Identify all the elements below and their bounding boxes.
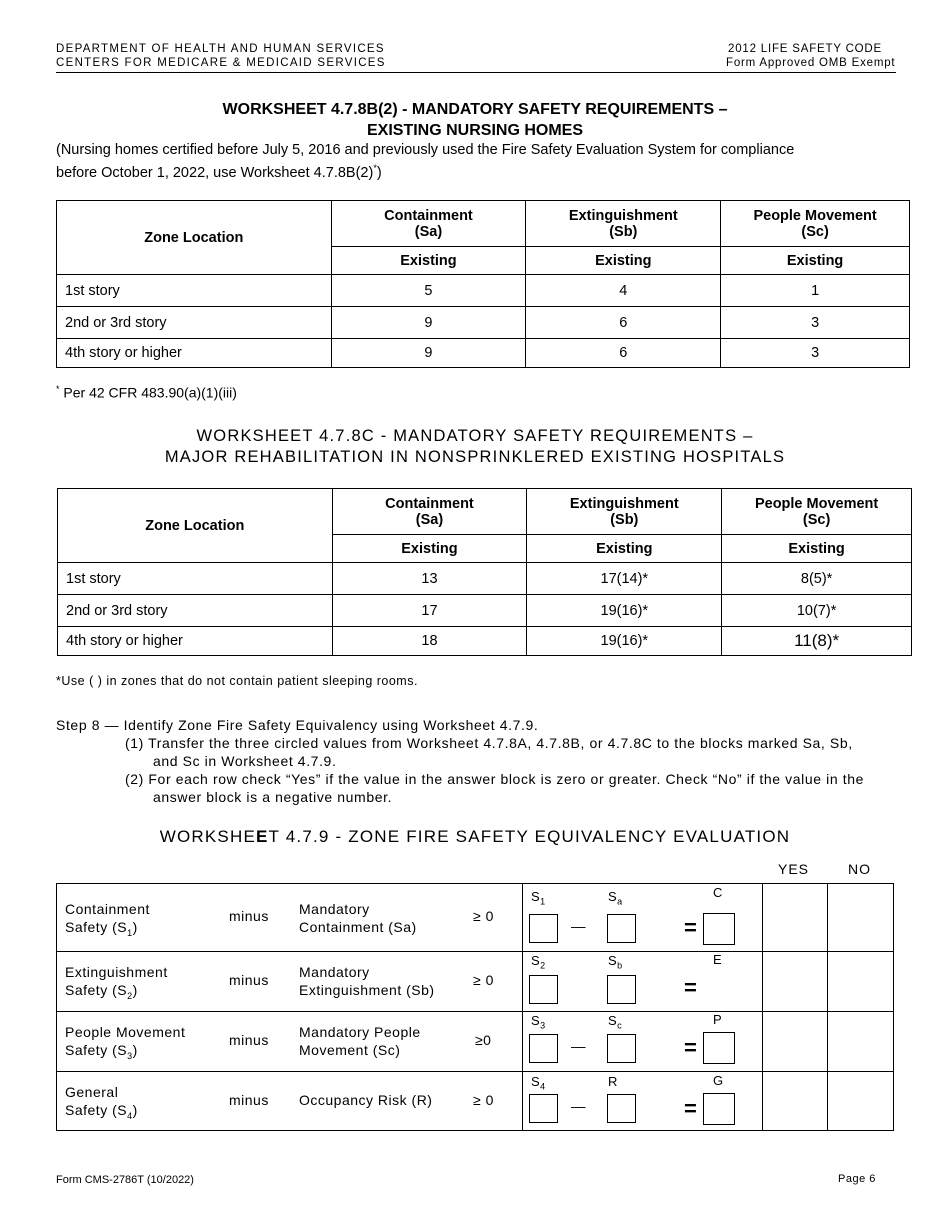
box2-label [608, 1013, 622, 1031]
box1-label [531, 1013, 546, 1031]
zone-cell: 1st story [57, 275, 332, 307]
step8-item2-line1: (2) For each row check “Yes” if the value in the answer block is zero or greater. Check “No” if the value in the [125, 771, 864, 787]
sa-cell: 13 [332, 563, 527, 595]
eq-cmp: ≥0 [475, 1032, 492, 1048]
eq-name-sub: 1 [127, 927, 133, 938]
box2-letter: S [608, 953, 618, 968]
sa-cell: 5 [331, 275, 526, 307]
ws1-existing-sc: Existing [721, 247, 910, 275]
box1-label [531, 1074, 546, 1092]
eq-calc-cell [523, 884, 763, 952]
ws3-title-c: T 4.7.9 - ZONE FIRE SAFETY EQUIVALENCY EVALUATION [268, 827, 791, 846]
eq-req [299, 1023, 421, 1059]
box1-letter: S [531, 1074, 541, 1089]
box2-sub: a [617, 896, 623, 907]
box2-letter: S [608, 889, 618, 904]
eq-name [65, 900, 150, 942]
ws1-note-text: before October 1, 2022, use Worksheet 4.7.8B(2) [56, 164, 374, 181]
eq-req-line2: Movement (Sc) [299, 1042, 401, 1058]
result-box[interactable] [703, 1032, 735, 1064]
box2-letter: S [608, 1013, 618, 1028]
box2-sub: c [617, 1020, 623, 1031]
zone-cell: 4th story or higher [58, 627, 333, 656]
result-label: G [713, 1073, 724, 1088]
eq-name-line2: Safety $(S_2)$ [65, 982, 138, 1001]
table-row [58, 563, 912, 595]
ws1-col-sb-label: Extinguishment [568, 207, 678, 224]
eq-desc-cell [57, 884, 523, 952]
ws1-col-sb-sub: (Sb) [609, 223, 638, 240]
ws2-col-sc-label: People Movement [754, 495, 879, 512]
ws2-col-sb [527, 489, 722, 535]
sa-cell: 18 [332, 627, 527, 656]
eq-name-text: Safety (S [65, 982, 128, 998]
s-input-box[interactable] [529, 1034, 558, 1063]
ws2-title-line2: MAJOR REHABILITATION IN NONSPRINKLERED EXISTING HOSPITALS [164, 448, 786, 466]
ws2-header-row [58, 489, 912, 535]
ws1-footnote-text: Per 42 CFR 483.90(a)(1)(iii) [59, 384, 237, 401]
table-row [57, 307, 910, 339]
sb-cell: 4 [526, 275, 721, 307]
sc-cell: 8(5)* [722, 563, 912, 595]
step8-line1: Step 8 — Identify Zone Fire Safety Equivalency using Worksheet 4.7.9. [56, 717, 539, 733]
ws2-col-sb-label: Extinguishment [569, 495, 679, 512]
box1-sub: 2 [540, 960, 546, 971]
ws1-col-sc-label: People Movement [753, 207, 877, 224]
sc-cell: 11(8)* [722, 627, 912, 656]
eq-name-line1: General [65, 1084, 119, 1100]
table-row [58, 627, 912, 656]
box1-sub: 1 [540, 896, 546, 907]
eq-desc-cell [57, 952, 523, 1012]
sb-cell: 19(16)* [527, 595, 722, 627]
eq-req-line1: Mandatory [299, 901, 370, 917]
no-checkbox-cell[interactable] [828, 952, 894, 1012]
box2-sub: b [617, 960, 623, 971]
eq-calc-cell [523, 952, 763, 1012]
ws1-existing-sa: Existing [331, 247, 526, 275]
box1-letter: S [531, 1013, 541, 1028]
box1-letter: S [531, 889, 541, 904]
sa-cell: 9 [331, 307, 526, 339]
box2-label: R [608, 1074, 618, 1089]
ws3-table [56, 883, 894, 1131]
table-row [58, 595, 912, 627]
s-input-box[interactable] [529, 914, 558, 943]
result-label: E [713, 952, 723, 967]
mandatory-input-box[interactable] [607, 1094, 636, 1123]
dept-line1: DEPARTMENT OF HEALTH AND HUMAN SERVICES [56, 43, 385, 55]
table-row [57, 1012, 894, 1072]
mandatory-input-box[interactable] [607, 975, 636, 1004]
page-number: Page 6 [838, 1173, 876, 1185]
ws1-footnote-star: * [56, 384, 60, 394]
code-line1: 2012 LIFE SAFETY CODE [728, 43, 883, 55]
yes-checkbox-cell[interactable] [763, 1072, 828, 1131]
box1-sub: 3 [540, 1020, 546, 1031]
ws1-col-sa-label: Containment [384, 207, 473, 224]
ws1-header-row [57, 201, 910, 247]
result-box[interactable] [703, 913, 735, 945]
yes-checkbox-cell[interactable] [763, 952, 828, 1012]
ws1-table [56, 200, 910, 368]
result-label: C [713, 885, 723, 900]
box2-label [608, 889, 623, 907]
eq-name-text: Safety (S [65, 919, 128, 935]
ws2-table [57, 488, 912, 656]
eq-name-text: Safety (S [65, 1102, 128, 1118]
box1-sub: 4 [540, 1081, 546, 1092]
ws1-col-zone: Zone Location [57, 201, 332, 275]
mandatory-input-box[interactable] [607, 1034, 636, 1063]
ws2-existing-sc: Existing [722, 535, 912, 563]
eq-desc-cell [57, 1012, 523, 1072]
sc-cell: 10(7)* [722, 595, 912, 627]
sa-cell: 9 [331, 339, 526, 368]
ws2-col-sa [332, 489, 527, 535]
step8-item2-line2: answer block is a negative number. [153, 789, 393, 805]
result-box[interactable] [703, 1093, 735, 1125]
sb-cell: 17(14)* [527, 563, 722, 595]
eq-name-text: Safety (S [65, 1042, 128, 1058]
eq-name-sub: 2 [127, 990, 133, 1001]
minus-dash: –– [571, 1098, 585, 1114]
ws2-col-sa-label: Containment [385, 495, 474, 512]
ws2-col-zone: Zone Location [58, 489, 333, 563]
table-row [57, 339, 910, 368]
no-checkbox-cell[interactable] [828, 1072, 894, 1131]
minus-label: minus [229, 1032, 269, 1048]
sb-cell: 6 [526, 339, 721, 368]
minus-label: minus [229, 972, 269, 988]
sc-cell: 1 [721, 275, 910, 307]
eq-name-line2: Safety $(S_3)$ [65, 1042, 138, 1061]
ws1-col-sa [331, 201, 526, 247]
ws1-title [0, 99, 950, 141]
zone-cell: 2nd or 3rd story [57, 307, 332, 339]
header-rule [56, 72, 896, 73]
eq-name [65, 1023, 185, 1065]
box1-letter: S [531, 953, 541, 968]
eq-name-line2: Safety $(S_1)$ [65, 919, 138, 938]
code-header [726, 42, 895, 70]
minus-label: minus [229, 908, 269, 924]
ws2-title-line1: WORKSHEET 4.7.8C - MANDATORY SAFETY REQUIREMENTS – [196, 427, 754, 445]
eq-req-line1: Mandatory People [299, 1024, 421, 1040]
no-checkbox-cell[interactable] [828, 1012, 894, 1072]
ws1-col-sb [526, 201, 721, 247]
equals-sign: = [684, 975, 698, 1000]
no-checkbox-cell[interactable] [828, 884, 894, 952]
mandatory-input-box[interactable] [607, 914, 636, 943]
sb-cell: 6 [526, 307, 721, 339]
eq-calc-cell [523, 1072, 763, 1131]
sb-cell: 19(16)* [527, 627, 722, 656]
ws2-footnote: *Use ( ) in zones that do not contain patient sleeping rooms. [56, 674, 418, 688]
equals-sign: = [684, 1035, 698, 1060]
eq-name-line2: Safety $(S_4)$ [65, 1102, 138, 1121]
eq-req-line2: Containment (Sa) [299, 919, 417, 935]
eq-req [299, 900, 417, 936]
eq-req: Occupancy Risk (R) [299, 1092, 433, 1108]
eq-req-line2: Extinguishment (Sb) [299, 982, 435, 998]
eq-name [65, 963, 168, 1005]
sc-cell: 3 [721, 307, 910, 339]
eq-req-line1: Mandatory [299, 964, 370, 980]
equals-sign: = [684, 915, 698, 940]
ws1-footnote [56, 384, 237, 401]
no-header: NO [848, 861, 871, 877]
step8 [56, 716, 916, 806]
eq-calc-cell [523, 1012, 763, 1072]
yes-checkbox-cell[interactable] [763, 884, 828, 952]
ws2-col-sc-sub: (Sc) [802, 511, 831, 528]
ws1-note-sup: * [373, 163, 377, 173]
ws2-existing-sa: Existing [332, 535, 527, 563]
ws1-title-line2: EXISTING NURSING HOMES [366, 122, 584, 139]
minus-dash: –– [571, 918, 585, 934]
dept-line2: CENTERS FOR MEDICARE & MEDICAID SERVICES [56, 57, 386, 69]
minus-label: minus [229, 1092, 269, 1108]
eq-name-sub: 3 [127, 1050, 133, 1061]
code-line2: Form Approved OMB Exempt [726, 57, 896, 69]
sc-cell: 3 [721, 339, 910, 368]
table-row [57, 275, 910, 307]
ws1-col-sc [721, 201, 910, 247]
eq-name-sub: 4 [127, 1110, 133, 1121]
ws1-note [56, 141, 794, 182]
ws1-note-line2 [56, 159, 794, 182]
box2-label [608, 953, 623, 971]
form-number: Form CMS-2786T (10/2022) [56, 1174, 194, 1186]
eq-name-line1: Containment [65, 901, 150, 917]
ws1-note-line1: (Nursing homes certified before July 5, 2016 and previously used the Fire Safety Evaluation System for compliance [56, 142, 795, 158]
ws1-title-line1: WORKSHEET 4.7.8B(2) - MANDATORY SAFETY REQUIREMENTS – [222, 101, 728, 118]
ws2-existing-sb: Existing [527, 535, 722, 563]
ws2-col-sa-sub: (Sa) [415, 511, 444, 528]
zone-cell: 4th story or higher [57, 339, 332, 368]
eq-name-line1: People Movement [65, 1024, 186, 1040]
ws2-col-sc [722, 489, 912, 535]
ws1-existing-sb: Existing [526, 247, 721, 275]
eq-cmp: ≥ 0 [473, 908, 494, 924]
eq-cmp: ≥ 0 [473, 972, 494, 988]
step8-item1-line1: (1) Transfer the three circled values from Worksheet 4.7.8A, 4.7.8B, or 4.7.8C to the blocks marked Sa, Sb, [125, 735, 853, 751]
eq-req [299, 963, 435, 999]
minus-dash: –– [571, 1038, 585, 1054]
table-row [57, 884, 894, 952]
s-input-box[interactable] [529, 975, 558, 1004]
step8-item1-line2: and Sc in Worksheet 4.7.9. [153, 753, 337, 769]
eq-cmp: ≥ 0 [473, 1092, 494, 1108]
ws1-col-sc-sub: (Sc) [801, 223, 829, 240]
table-row [57, 952, 894, 1012]
ws3-title-a: WORKSHE [159, 827, 256, 846]
eq-desc-cell [57, 1072, 523, 1131]
box1-label [531, 953, 546, 971]
ws3-title [0, 826, 950, 847]
zone-cell: 2nd or 3rd story [58, 595, 333, 627]
agency-header [56, 42, 386, 70]
ws2-title [0, 426, 950, 468]
ws1-col-sa-sub: (Sa) [414, 223, 443, 240]
box1-label [531, 889, 546, 907]
s-input-box[interactable] [529, 1094, 558, 1123]
ws2-col-sb-sub: (Sb) [610, 511, 639, 528]
equals-sign: = [684, 1096, 698, 1121]
yes-checkbox-cell[interactable] [763, 1012, 828, 1072]
result-label: P [713, 1012, 723, 1027]
zone-cell: 1st story [58, 563, 333, 595]
ws3-title-b: E [256, 827, 269, 846]
eq-name [65, 1083, 138, 1125]
eq-name-line1: Extinguishment [65, 964, 168, 980]
yes-header: YES [778, 861, 810, 877]
ws1-note-close: ) [376, 164, 382, 181]
table-row [57, 1072, 894, 1131]
sa-cell: 17 [332, 595, 527, 627]
